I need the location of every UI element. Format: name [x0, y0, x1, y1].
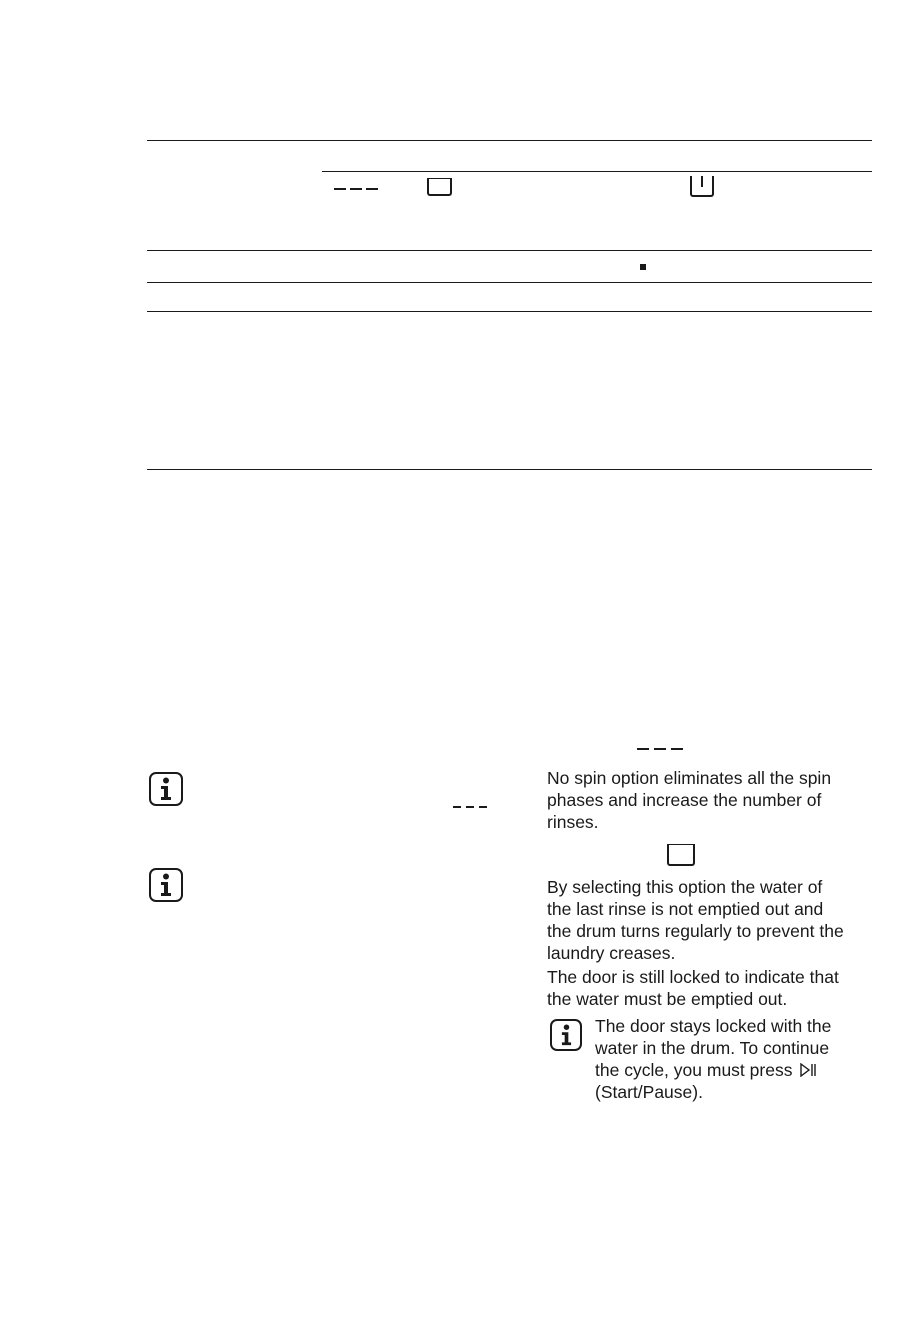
info-icon — [149, 868, 183, 902]
info-icon — [149, 772, 183, 806]
door-locked-description: The door is still locked to indicate that the water must be emptied out. — [547, 967, 839, 1009]
rinse-hold-description: By selecting this option the water of the last rinse is not emptied out and the drum turns regularly to prevent the laundry creases. — [547, 877, 844, 963]
info-note-text: The door stays locked with the water in the drum. To continue the cycle, you must press (Start/Pause). — [595, 1016, 832, 1102]
no-spin-dashes-icon — [453, 806, 487, 808]
no-spin-dashes-icon — [637, 748, 683, 750]
section-rule — [147, 469, 872, 470]
square-dot-icon — [640, 264, 646, 270]
rinse-hold-tub-icon — [667, 844, 695, 866]
table-bottom-rule — [147, 311, 872, 312]
table-row-rule — [147, 250, 872, 251]
table-row-rule — [147, 282, 872, 283]
table-top-rule — [147, 140, 872, 141]
start-pause-icon — [800, 1063, 818, 1077]
table-header-rule — [322, 171, 872, 172]
rinse-hold-tub-icon — [427, 178, 452, 196]
info-icon — [550, 1019, 582, 1051]
no-spin-dashes-icon — [334, 188, 378, 190]
drain-tub-icon — [690, 176, 714, 197]
no-spin-description: No spin option eliminates all the spin phases and increase the number of rinses. — [547, 768, 832, 832]
